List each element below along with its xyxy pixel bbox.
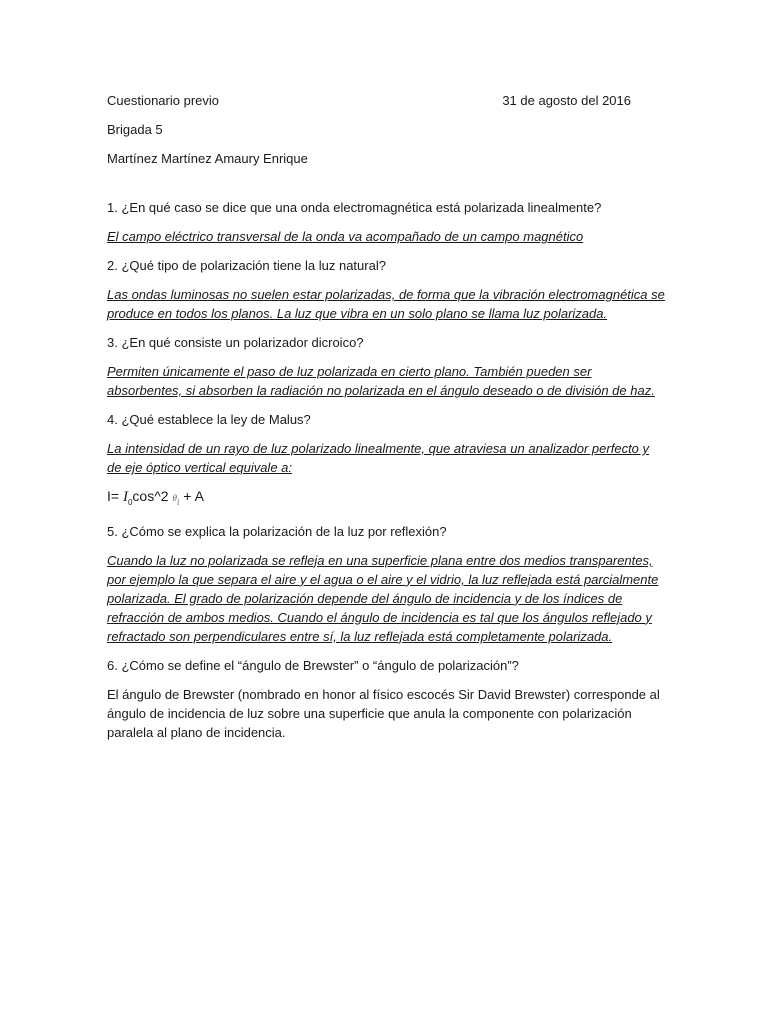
question-5: 5. ¿Cómo se explica la polarización de la luz por reflexión? xyxy=(107,523,447,539)
formula-theta-subscript: i xyxy=(176,496,180,507)
document-date: 31 de agosto del 2016 xyxy=(502,93,631,108)
formula-subscript: 0 xyxy=(127,497,133,507)
group-label: Brigada 5 xyxy=(107,122,163,137)
answer-4: La intensidad de un rayo de luz polarizado linealmente, que atraviesa un analizador perfecto y de eje óptico vertical equivale a: xyxy=(107,441,650,475)
answer-3: Permiten únicamente el paso de luz polarizada en cierto plano. También pueden ser absorbentes, si absorben la radiación no polarizada en el ángulo deseado o de división de haz. xyxy=(107,364,655,398)
question-3: 3. ¿En qué consiste un polarizador dicroico? xyxy=(107,335,364,350)
answer-6: El ángulo de Brewster (nombrado en honor al físico escocés Sir David Brewster) corresponde al ángulo de incidencia de luz sobre una superficie que anula la componente con polarización paralela al plano de incidencia. xyxy=(107,686,660,740)
answer-5: Cuando la luz no polarizada se refleja en una superficie plana entre dos medios transparentes, por ejemplo la que separa el aire y el agua o el aire y el vidrio, la luz reflejada está parcialmente polarizada. El grado de polarización depende del ángulo de incidencia y de los índices de refracción de ambos medios. Cuando el ángulo de incidencia es tal que los ángulos reflejado y refractado son perpendiculares entre sí, la luz reflejada está completamente polarizada. xyxy=(107,552,659,644)
spacer xyxy=(107,178,667,198)
answer-2: Las ondas luminosas no suelen estar polarizadas, de forma que la vibración electromagnética se produce en todos los planos. La luz que vibra en un solo plano se llama luz polarizada. xyxy=(107,287,665,321)
question-4: 4. ¿Qué establece la ley de Malus? xyxy=(107,412,311,427)
question-6: 6. ¿Cómo se define el “ángulo de Brewster” o “ángulo de polarización”? xyxy=(107,657,519,673)
answer-1: El campo eléctrico transversal de la onda va acompañado de un campo magnético xyxy=(107,229,584,244)
formula-theta: θ xyxy=(172,493,177,503)
formula-middle: cos^2 xyxy=(132,488,173,504)
header-row xyxy=(107,91,631,110)
malus-formula xyxy=(107,487,667,512)
document-page xyxy=(107,91,667,752)
author-name: Martínez Martínez Amaury Enrique xyxy=(107,151,308,166)
question-1: 1. ¿En qué caso se dice que una onda electromagnética está polarizada linealmente? xyxy=(107,200,602,215)
formula-symbol: I xyxy=(122,489,128,505)
formula-suffix: + A xyxy=(179,488,204,504)
formula-prefix: I= xyxy=(107,488,123,504)
document-title: Cuestionario previo xyxy=(107,93,220,108)
question-2: 2. ¿Qué tipo de polarización tiene la luz natural? xyxy=(107,258,386,273)
